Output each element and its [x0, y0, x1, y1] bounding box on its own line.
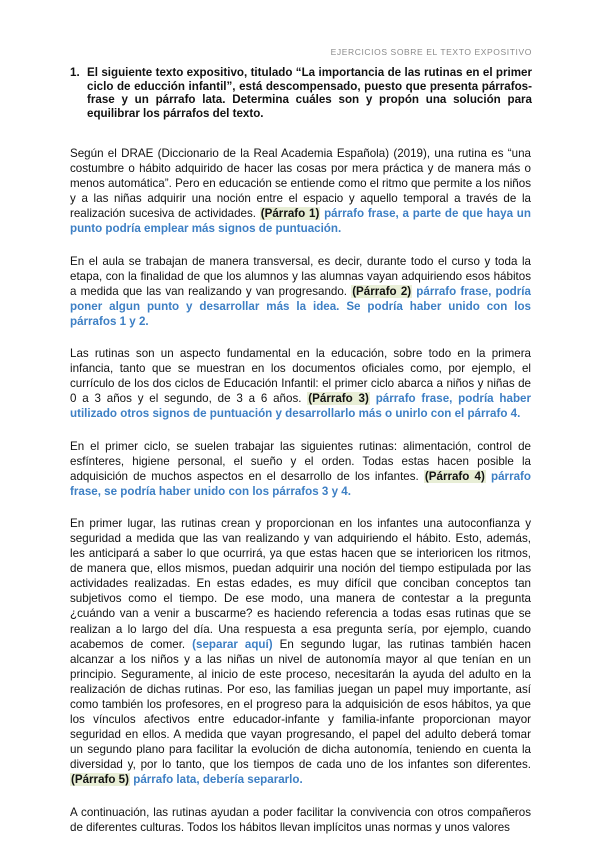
running-header: EJERCICIOS SOBRE EL TEXTO EXPOSITIVO: [330, 47, 532, 57]
paragraph-tag: (Párrafo 2): [352, 284, 412, 298]
paragraph-2: [70, 254, 531, 329]
correction-comment: párrafo frase, podría poner algun punto y desarrollar más la idea. Se podría haber unido con los párrafos 1 y 2.: [70, 284, 531, 328]
essay-body: [70, 146, 531, 852]
exercise-instruction: [70, 66, 532, 121]
correction-comment: párrafo frase, se podría haber unido con los párrafos 3 y 4.: [70, 469, 531, 498]
correction-comment: párrafo lata, debería separarlo.: [133, 773, 303, 787]
paragraph-text: En primer lugar, las rutinas crean y proporcionan en los infantes una autoconfianza y seguridad a medida que las van realizando y van adquiriendo el hábito. Esto, además, les anticipará a saber lo que ocurrirá, ya que estas hacen que se interioricen los ritmos, de manera que, ellos mismos, puedan adquirir una noción del tiempo estipulada por las actividades realizadas. En estas edades, es muy difícil que conciban conceptos tan subjetivos como el tiempo. De ese modo, una manera de contestar a la pregunta ¿cuándo van a venir a buscarme? es haciendo referencia a todas esas rutinas que se realizan a lo largo del día. Una respuesta a esa pregunta sería, por ejemplo, cuando acabemos de comer.: [70, 516, 531, 651]
paragraph-text: En el aula se trabajan de manera transversal, es decir, durante todo el curso y toda la etapa, con la finalidad de que los alumnos y las alumnas vayan adquiriendo esos hábitos a medida que las van realizando y van progresando.: [70, 254, 531, 298]
paragraph-text: Las rutinas son un aspecto fundamental en la educación, sobre todo en la primera infancia, tanto que se muestran en los documentos oficiales como, por ejemplo, el currículo de los dos ciclos de Educación Infantil: el primer ciclo abarca a niños y niñas de 0 a 3 años y el segundo, de 3 a 6 años.: [70, 347, 531, 406]
paragraph-6: [70, 805, 531, 835]
paragraph-tag: (Párrafo 5): [71, 773, 129, 787]
paragraph-tag: (Párrafo 1): [260, 207, 320, 221]
paragraph-1: [70, 146, 531, 237]
paragraph-5: [70, 516, 531, 788]
exercise-text: El siguiente texto expositivo, titulado “La importancia de las rutinas en el primer ciclo de educción infantil”, está descompensado, puesto que presenta párrafos-frase y un párrafo lata. Determina cuáles son y propón una solución para equilibrar los párrafos del texto.: [87, 66, 532, 121]
paragraph-tag: (Párrafo 4): [424, 469, 485, 483]
paragraph-text: En el primer ciclo, se suelen trabajar las siguientes rutinas: alimentación, control de esfínteres, higiene personal, el sueño y el orden. Todas estas hacen posible la adquisición de muchos aspectos en el desarrollo de los infantes.: [70, 439, 531, 483]
paragraph-text: Según el DRAE (Diccionario de la Real Academia Española) (2019), una rutina es “una costumbre o hábito adquirido de hacer las cosas por mera práctica y de manera más o menos automática”. Pero en educación se entiende como el ritmo que permite a los niños y a las niñas adquirir una noción entre el espacio y aquello temporal a través de la realización sucesiva de actividades.: [70, 147, 531, 221]
paragraph-tag: (Párrafo 3): [308, 392, 369, 406]
correction-comment: párrafo frase, podría haber utilizado otros signos de puntuación y desarrollarlo más o unirlo con el párrafo 4.: [70, 392, 531, 421]
paragraph-text: En segundo lugar, las rutinas también hacen alcanzar a los niños y a las niñas un nivel de autonomía mayor al que tenían en un principio. Seguramente, al inicio de este proceso, necesitarán la ayuda del adulto en la realización de dichas rutinas. Por eso, las familias juegan un papel muy importante, así como también los profesores, en el progreso para la adquisición de esos hábitos, ya que los vínculos afectivos entre educador-infante y familia-infante proporcionan mayor seguridad en ellos. A medida que vayan progresando, el papel del adulto deberá tomar un segundo plano para facilitar la evolución de dicha autonomía, teniendo en cuenta la diversidad y, por lo tanto, que los tiempos de cada uno de los infantes son diferentes.: [70, 637, 531, 772]
paragraph-text: A continuación, las rutinas ayudan a poder facilitar la convivencia con otros compañeros de diferentes culturas. Todos los hábitos llevan implícitos unas normas y unos valores: [70, 805, 531, 834]
exercise-number: 1.: [70, 66, 80, 79]
split-here-note: (separar aquí): [192, 637, 273, 651]
paragraph-3: [70, 346, 531, 421]
paragraph-4: [70, 439, 531, 499]
correction-comment: párrafo frase, a parte de que haya un punto podría emplear más signos de puntuación.: [70, 207, 531, 236]
